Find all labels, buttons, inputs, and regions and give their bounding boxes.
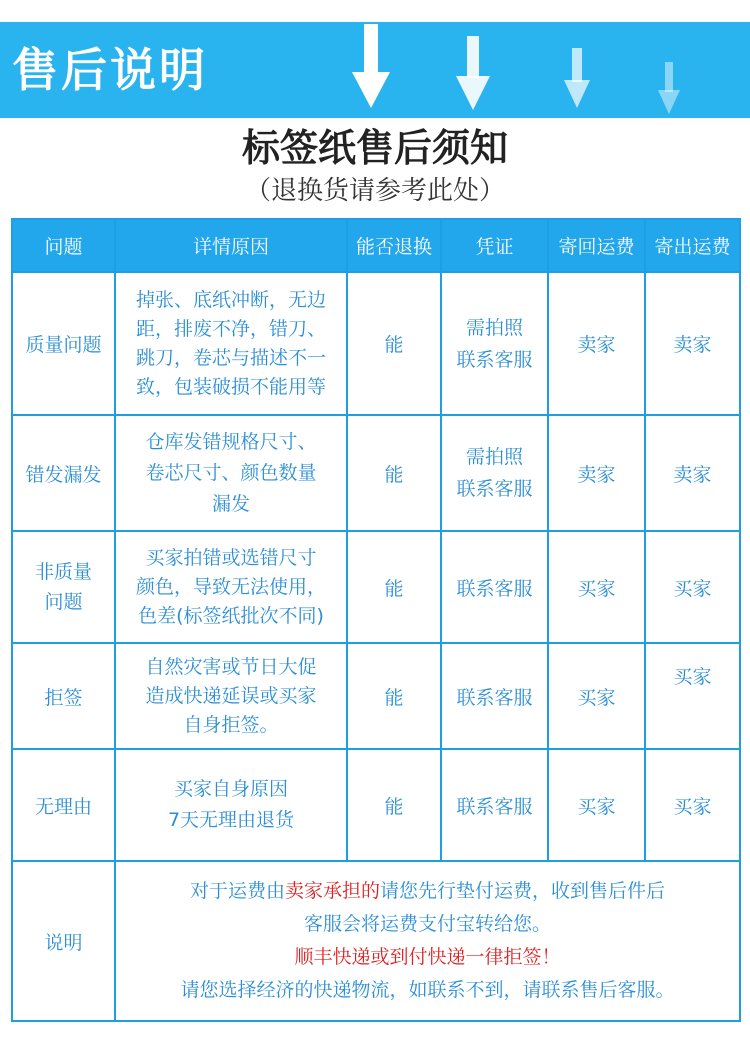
return-fee-cell: 买家 bbox=[548, 749, 645, 861]
page-subtitle: （退换货请参考此处） bbox=[244, 176, 505, 206]
detail-cell bbox=[115, 272, 347, 415]
note-label-cell: 说明 bbox=[12, 861, 115, 1021]
arrow-down-icon bbox=[456, 36, 490, 110]
return-fee-cell: 卖家 bbox=[548, 272, 645, 415]
refundable-cell: 能 bbox=[347, 415, 441, 531]
arrow-down-icon bbox=[352, 24, 390, 108]
proof-line: 需拍照 bbox=[465, 316, 523, 339]
detail-line: 自然灾害或节日大促 bbox=[145, 655, 317, 678]
detail-line: 距，排废不净，错刀、 bbox=[135, 317, 326, 340]
detail-line: 跳刀，卷芯与描述不一 bbox=[135, 346, 326, 369]
proof-line: 需拍照 bbox=[465, 446, 523, 468]
detail-line: 色差(标签纸批次不同) bbox=[138, 604, 324, 627]
note-text: 请您先行垫付 bbox=[380, 880, 495, 902]
detail-line: 造成快递延误或买家 bbox=[145, 684, 317, 707]
refundable-cell: 能 bbox=[347, 272, 441, 415]
detail-cell bbox=[115, 643, 347, 749]
note-line bbox=[116, 875, 739, 908]
refundable-cell: 能 bbox=[347, 643, 441, 749]
detail-cell bbox=[115, 415, 347, 531]
note-line: 客服会将运费支付宝转给您。 bbox=[303, 913, 551, 935]
note-highlight: 卖家承担的 bbox=[284, 880, 380, 902]
send-fee-cell: 买家 bbox=[645, 531, 740, 643]
return-fee-cell: 买家 bbox=[548, 643, 645, 749]
issue-cell: 质量问题 bbox=[12, 272, 115, 415]
issue-line: 非质量 bbox=[34, 561, 92, 583]
note-text: 运费，收到售后件后 bbox=[494, 880, 666, 902]
header-send-fee: 寄出运费 bbox=[645, 219, 740, 272]
detail-line: 掉张、底纸冲断，无边 bbox=[135, 288, 326, 311]
issue-cell: 拒签 bbox=[12, 643, 115, 749]
table-row bbox=[12, 749, 740, 861]
detail-line: 颜色，导致无法使用， bbox=[135, 575, 326, 598]
table-row-note bbox=[12, 861, 740, 1021]
detail-line: 漏发 bbox=[211, 492, 250, 515]
detail-line: 仓库发错规格尺寸、 bbox=[145, 430, 317, 453]
detail-line: 自身拒签。 bbox=[183, 713, 279, 736]
note-line: 请您选择经济的快递物流，如联系不到，请联系售后客服。 bbox=[180, 979, 675, 1001]
banner-title: 售后说明 bbox=[12, 43, 208, 97]
send-fee-cell: 买家 bbox=[645, 749, 740, 861]
page-title: 标签纸售后须知 bbox=[241, 126, 508, 170]
proof-cell: 联系客服 bbox=[441, 749, 548, 861]
note-cell bbox=[115, 861, 740, 1021]
issue-cell bbox=[12, 531, 115, 643]
heading bbox=[0, 124, 750, 208]
proof-cell bbox=[441, 272, 548, 415]
detail-line: 买家拍错或选错尺寸 bbox=[145, 546, 317, 569]
issue-line: 问题 bbox=[44, 591, 83, 613]
table-row bbox=[12, 415, 740, 531]
send-fee-cell: 卖家 bbox=[645, 415, 740, 531]
after-sales-table bbox=[11, 218, 741, 1022]
arrow-down-icon bbox=[564, 48, 590, 108]
detail-line: 买家自身原因 bbox=[173, 778, 288, 800]
proof-line: 联系客服 bbox=[456, 348, 533, 371]
arrow-down-icon bbox=[658, 62, 680, 114]
detail-line: 7天无理由退货 bbox=[167, 809, 295, 831]
return-fee-cell: 买家 bbox=[548, 531, 645, 643]
proof-line: 联系客服 bbox=[456, 478, 533, 500]
note-text: 对于运费由 bbox=[189, 880, 285, 902]
send-fee-cell: 卖家 bbox=[645, 272, 740, 415]
table-row bbox=[12, 643, 740, 749]
table-row bbox=[12, 272, 740, 415]
header-issue: 问题 bbox=[12, 219, 115, 272]
header-refundable: 能否退换 bbox=[347, 219, 441, 272]
refundable-cell: 能 bbox=[347, 531, 441, 643]
table-row bbox=[12, 531, 740, 643]
issue-cell: 无理由 bbox=[12, 749, 115, 861]
header-return-fee: 寄回运费 bbox=[548, 219, 645, 272]
refundable-cell: 能 bbox=[347, 749, 441, 861]
table-header-row bbox=[12, 219, 740, 272]
issue-cell: 错发漏发 bbox=[12, 415, 115, 531]
header-proof: 凭证 bbox=[441, 219, 548, 272]
return-fee-cell: 卖家 bbox=[548, 415, 645, 531]
proof-cell: 联系客服 bbox=[441, 643, 548, 749]
header-detail: 详情原因 bbox=[115, 219, 347, 272]
proof-cell: 联系客服 bbox=[441, 531, 548, 643]
proof-cell bbox=[441, 415, 548, 531]
detail-cell bbox=[115, 749, 347, 861]
note-warning: 顺丰快递或到付快递一律拒签！ bbox=[294, 946, 561, 968]
detail-line: 致，包装破损不能用等 bbox=[135, 375, 326, 398]
detail-line: 卷芯尺寸、颜色数量 bbox=[145, 461, 317, 484]
detail-cell bbox=[115, 531, 347, 643]
banner bbox=[0, 22, 750, 118]
send-fee-cell: 买家 bbox=[645, 643, 740, 749]
